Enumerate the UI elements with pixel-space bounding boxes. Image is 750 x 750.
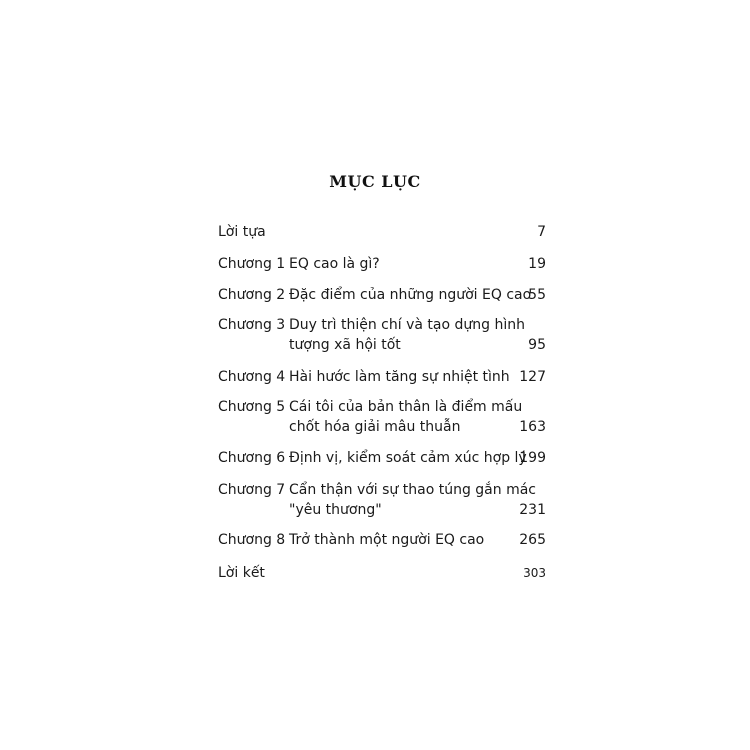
toc-page-number: 19 <box>528 256 546 272</box>
toc-chapter-title-line-2: "yêu thương" <box>289 502 382 518</box>
toc-chapter-title-line-1: Cái tôi của bản thân là điểm mấu <box>289 399 523 415</box>
toc-chapter-title: EQ cao là gì? <box>289 256 380 272</box>
toc-page-number: 163 <box>519 419 546 435</box>
toc-chapter-title: Đặc điểm của những người EQ cao <box>289 287 532 303</box>
toc-chapter-title: Trở thành một người EQ cao <box>289 532 485 548</box>
toc-page-number: 199 <box>519 450 546 466</box>
toc-page-number: 265 <box>519 532 546 548</box>
page-title: MỤC LỤC <box>329 172 421 191</box>
toc-chapter-title-line-1: Cẩn thận với sự thao túng gắn mác <box>289 482 536 498</box>
toc-page-number: 95 <box>528 337 546 353</box>
toc-page-number: 231 <box>519 502 546 518</box>
toc-page-number: 303 <box>523 566 546 580</box>
toc-chapter-label: Chương 6 <box>218 450 286 466</box>
toc-chapter-title: Hài hước làm tăng sự nhiệt tình <box>289 369 510 385</box>
toc-chapter-label: Chương 2 <box>218 287 286 303</box>
toc-chapter-label: Chương 8 <box>218 532 286 548</box>
toc-chapter-label: Chương 3 <box>218 317 286 333</box>
toc-chapter-title-line-2: chốt hóa giải mâu thuẫn <box>289 419 461 435</box>
toc-chapter-label: Lời kết <box>218 565 265 581</box>
toc-chapter-label: Chương 4 <box>218 369 286 385</box>
toc-page-number: 55 <box>528 287 546 303</box>
toc-chapter-label: Lời tựa <box>218 224 266 240</box>
toc-chapter-label: Chương 7 <box>218 482 286 498</box>
toc-chapter-label: Chương 5 <box>218 399 286 415</box>
toc-page-number: 127 <box>519 369 546 385</box>
toc-chapter-title-line-2: tượng xã hội tốt <box>289 337 401 353</box>
toc-chapter-title: Định vị, kiểm soát cảm xúc hợp lý <box>289 450 527 466</box>
toc-chapter-title-line-1: Duy trì thiện chí và tạo dựng hình <box>289 317 525 333</box>
toc-chapter-label: Chương 1 <box>218 256 286 272</box>
toc-page-number: 7 <box>537 224 546 240</box>
